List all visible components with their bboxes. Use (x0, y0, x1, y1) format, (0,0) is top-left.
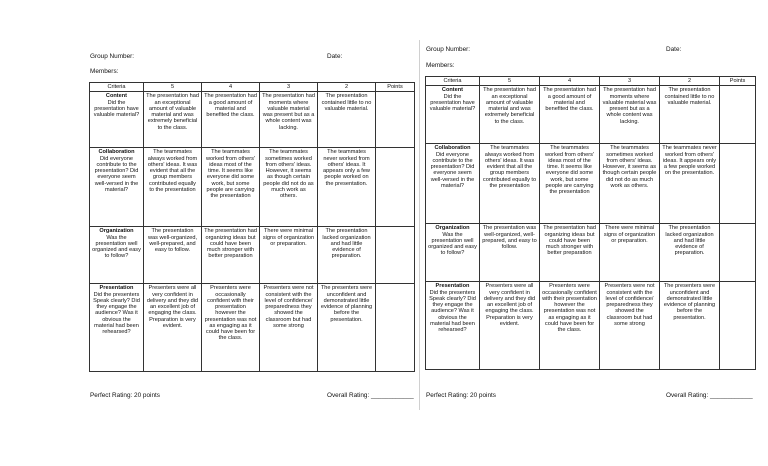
table-header-row (90, 83, 415, 92)
score-5-cell: The teammates always worked from others' ideas. It was evident that all the group members contributed equally to the presentation (480, 144, 540, 224)
page-divider (419, 40, 420, 410)
criteria-name: Content (105, 93, 128, 100)
score-5-cell: The presentation had an exceptional amount of valuable material and was extremely beneficial to the class. (480, 86, 540, 144)
score-3-cell: Presenters were not consistent with the level of confidence/ preparedness they showed the classroom but had some strong (600, 282, 660, 370)
criteria-question: Was the presentation well organized and easy to follow? (92, 234, 141, 260)
score-3-header: 3 (600, 77, 660, 86)
criteria-cell (90, 284, 144, 372)
score-2-cell: The teammates never worked from others' ideas. It appears only a few people worked on the presentation. (318, 148, 376, 227)
score-2-header: 2 (318, 83, 376, 92)
points-cell[interactable] (376, 227, 415, 284)
rubric-table (425, 76, 756, 370)
group-number-label: Group Number: (90, 53, 135, 60)
table-row (90, 284, 415, 372)
points-header: Points (376, 83, 415, 92)
score-4-cell: The teammates worked from others' ideas most of the time. It seems like everyone did some work, but some people are carrying the presentation (202, 148, 260, 227)
score-4-cell: Presenters were occasionally confident with their presentation however the presentation was not as engaging as it could have been for the class. (202, 284, 260, 372)
criteria-cell (426, 224, 480, 282)
score-2-cell: The presentation lacked organization and had little evidence of preparation. (318, 227, 376, 284)
score-2-cell: The presentation contained little to no valuable material. (660, 86, 720, 144)
overall-rating-label: Overall Rating: ____________ (327, 392, 414, 399)
score-5-cell: The presentation was well-organized, well-prepared, and easy to follow. (480, 224, 540, 282)
table-row (426, 144, 756, 224)
score-3-cell: There were minimal signs of organization or preparation. (260, 227, 318, 284)
criteria-cell (90, 92, 144, 148)
criteria-name: Organization (435, 225, 470, 232)
score-2-cell: The teammates never worked from others' ideas. It appears only a few people worked on the presentation. (660, 144, 720, 224)
criteria-cell (426, 282, 480, 370)
table-row (90, 148, 415, 227)
criteria-name: Organization (99, 228, 134, 235)
points-cell[interactable] (376, 284, 415, 372)
criteria-header: Criteria (426, 77, 480, 86)
group-number-label: Group Number: (426, 46, 471, 53)
date-label: Date: (666, 46, 682, 53)
points-cell[interactable] (720, 282, 756, 370)
criteria-name: Content (441, 87, 464, 94)
score-4-cell: Presenters were occasionally confident with their presentation however the presentation was not as engaging as it could have been for the class. (540, 282, 600, 370)
table-header-row (426, 77, 756, 86)
score-5-header: 5 (144, 83, 202, 92)
points-cell[interactable] (376, 148, 415, 227)
rubric-table (89, 82, 415, 372)
points-cell[interactable] (376, 92, 415, 148)
table-row (90, 227, 415, 284)
members-label: Members: (426, 62, 455, 69)
score-4-header: 4 (202, 83, 260, 92)
criteria-question: Was the presentation well organized and easy to follow? (428, 231, 477, 257)
score-5-cell: Presenters were all very confident in delivery and they did an excellent job of engaging the class. Preparation is very evident. (480, 282, 540, 370)
score-2-header: 2 (660, 77, 720, 86)
criteria-name: Collaboration (434, 145, 471, 152)
table-row (426, 282, 756, 370)
score-3-cell: The presentation had moments where valuable material was present but as a whole content was lacking. (600, 86, 660, 144)
score-3-cell: The presentation had moments where valuable material was present but as a whole content was lacking. (260, 92, 318, 148)
points-cell[interactable] (720, 224, 756, 282)
score-5-cell: The teammates always worked from others' ideas. It was evident that all the group members contributed equally to the presentation (144, 148, 202, 227)
score-5-cell: Presenters were all very confident in delivery and they did an excellent job of engaging the class. Preparation is very evident. (144, 284, 202, 372)
score-4-cell: The teammates worked from others' ideas most of the time. It seems like everyone did some work, but some people are carrying the presentation (540, 144, 600, 224)
points-cell[interactable] (720, 144, 756, 224)
perfect-rating-label: Perfect Rating: 20 points (426, 392, 496, 399)
score-3-cell: The teammates sometimes worked from others' ideas. However, it seems as though certain people did not do as much work as others. (260, 148, 318, 227)
score-2-cell: The presenters were unconfident and demonstrated little evidence of planning before the presentation. (318, 284, 376, 372)
score-5-cell: The presentation was well-organized, well-prepared, and easy to follow. (144, 227, 202, 284)
points-header: Points (720, 77, 756, 86)
date-label: Date: (327, 53, 343, 60)
score-3-cell: Presenters were not consistent with the level of confidence/ preparedness they showed the classroom but had some strong (260, 284, 318, 372)
criteria-cell (90, 148, 144, 227)
criteria-question: Did the presenters Speak clearly? Did they engage the audience? Was it obvious the material had been rehearsed? (93, 291, 140, 335)
score-4-cell: The presentation had organizing ideas but could have been much stronger with better preparation (540, 224, 600, 282)
table-row (426, 224, 756, 282)
table-row (426, 86, 756, 144)
score-4-cell: The presentation had a good amount of material and benefited the class. (202, 92, 260, 148)
table-row (90, 92, 415, 148)
criteria-question: Did the presentation have valuable material? (429, 93, 476, 112)
criteria-question: Did everyone contribute to the presentation? Did everyone seem well-versed in the material? (94, 155, 139, 193)
score-5-header: 5 (480, 77, 540, 86)
score-2-cell: The presentation lacked organization and had little evidence of preparation. (660, 224, 720, 282)
points-cell[interactable] (720, 86, 756, 144)
criteria-question: Did the presenters Speak clearly? Did they engage the audience? Was it obvious the material had been rehearsed? (429, 289, 476, 333)
criteria-cell (426, 86, 480, 144)
score-4-cell: The presentation had a good amount of material and benefited the class. (540, 86, 600, 144)
criteria-name: Collaboration (98, 149, 135, 156)
score-3-header: 3 (260, 83, 318, 92)
score-3-cell: There were minimal signs of organization or preparation. (600, 224, 660, 282)
members-label: Members: (90, 68, 119, 75)
score-5-cell: The presentation had an exceptional amount of valuable material and was extremely beneficial to the class. (144, 92, 202, 148)
perfect-rating-label: Perfect Rating: 20 points (90, 392, 160, 399)
criteria-question: Did everyone contribute to the presentation? Did everyone seem well-versed in the material? (430, 151, 475, 189)
criteria-name: Presentation (435, 283, 470, 290)
overall-rating-label: Overall Rating: ____________ (666, 392, 753, 399)
score-4-header: 4 (540, 77, 600, 86)
score-2-cell: The presenters were unconfident and demonstrated little evidence of planning before the presentation. (660, 282, 720, 370)
score-2-cell: The presentation contained little to no valuable material. (318, 92, 376, 148)
criteria-header: Criteria (90, 83, 144, 92)
criteria-question: Did the presentation have valuable material? (93, 99, 140, 118)
score-4-cell: The presentation had organizing ideas but could have been much stronger with better preparation (202, 227, 260, 284)
score-3-cell: The teammates sometimes worked from others' ideas. However, it seems as though certain people did not do as much work as others. (600, 144, 660, 224)
criteria-cell (426, 144, 480, 224)
criteria-cell (90, 227, 144, 284)
criteria-name: Presentation (99, 285, 134, 292)
